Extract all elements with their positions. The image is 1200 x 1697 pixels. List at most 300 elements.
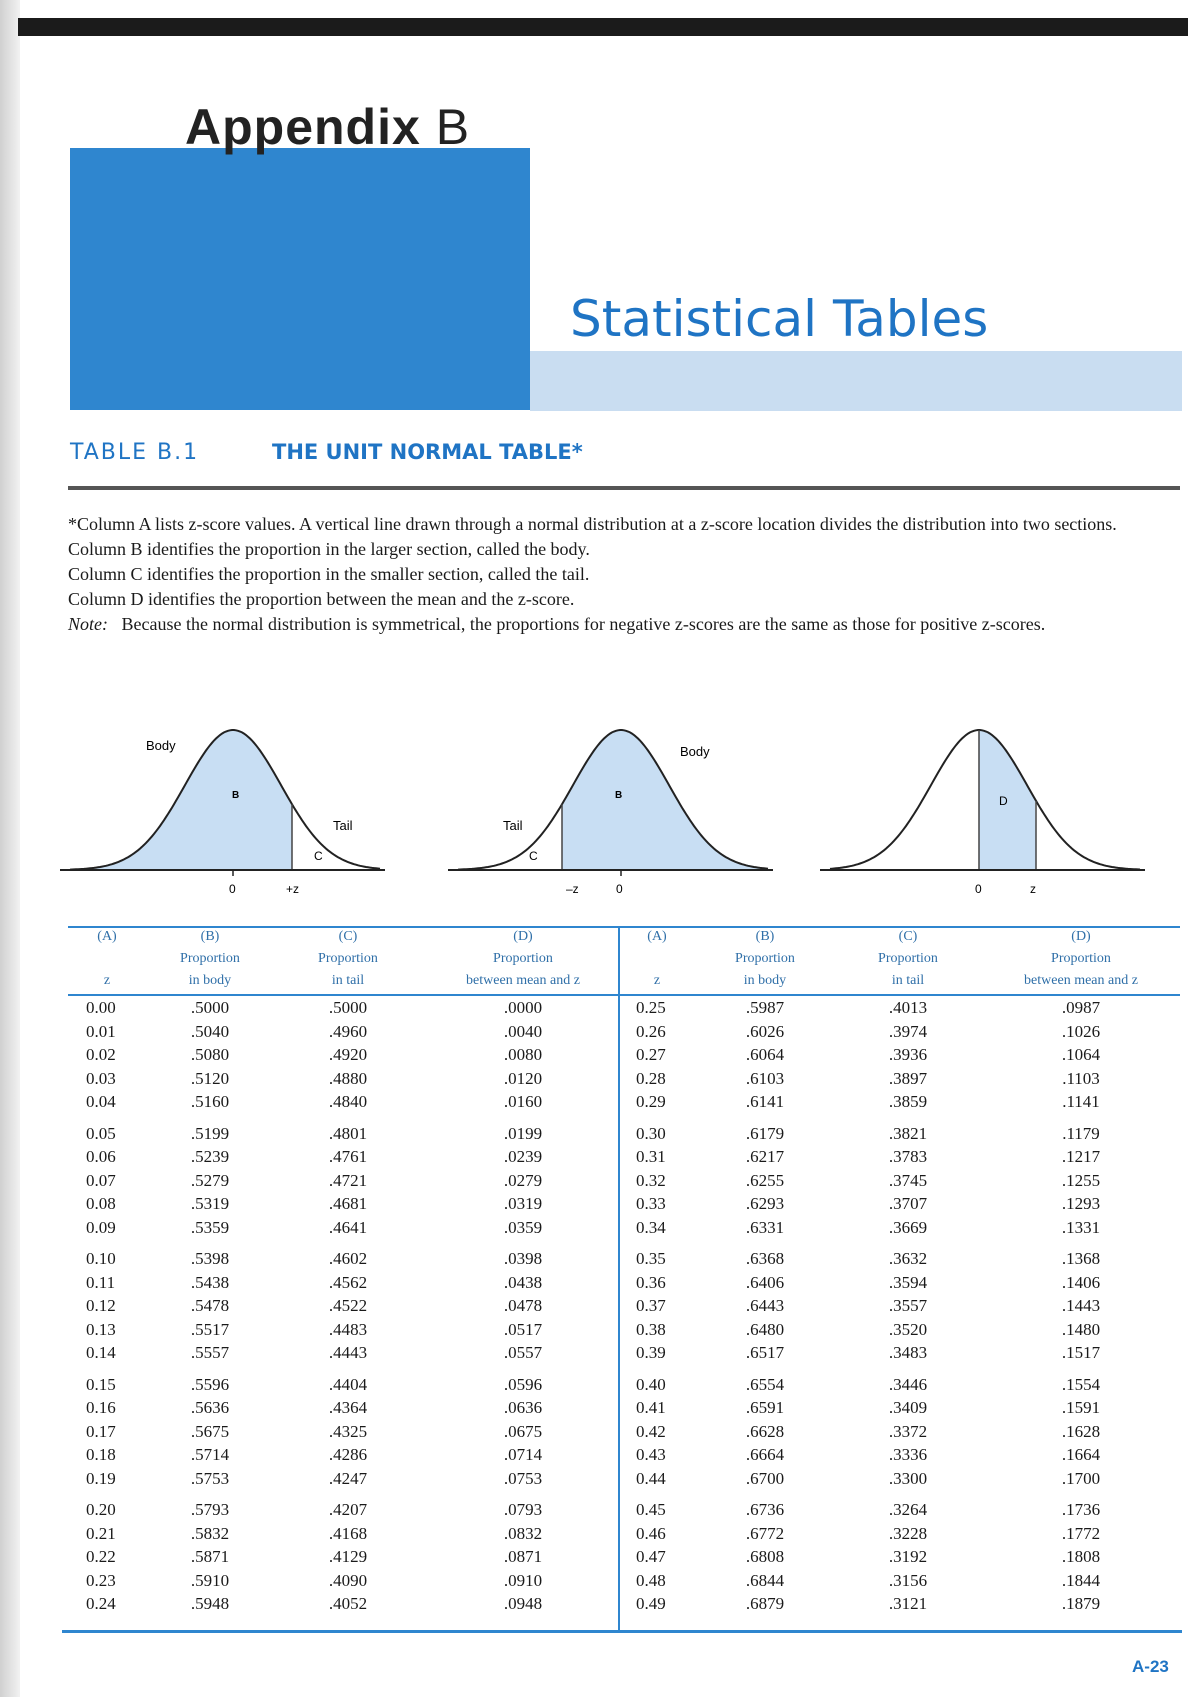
cell-z: 0.44: [636, 1468, 666, 1488]
cell-b: .5319: [190, 1194, 230, 1213]
cell-z: 0.41: [636, 1398, 666, 1417]
cell-c: .4562: [328, 1272, 368, 1292]
cell-z: 0.14: [86, 1343, 116, 1362]
figure3-zero-label: 0: [975, 882, 982, 896]
cell-d: .1443: [1061, 1296, 1101, 1315]
cell-z: 0.01: [86, 1021, 116, 1041]
cell-b: .6443: [745, 1296, 785, 1315]
table-row: [68, 1365, 624, 1397]
cell-z: 0.32: [636, 1170, 666, 1190]
cell-d: .1591: [1061, 1398, 1101, 1417]
cell-b: .6406: [745, 1272, 785, 1292]
cell-c: .4443: [328, 1343, 368, 1362]
cell-b: .5793: [190, 1500, 230, 1519]
cell-b: .6293: [745, 1194, 785, 1213]
cell-d: .0793: [503, 1500, 543, 1519]
cell-z: 0.16: [86, 1398, 116, 1417]
cell-c: .4602: [328, 1249, 368, 1268]
cell-d: .0753: [503, 1468, 543, 1488]
cell-d: .1628: [1061, 1421, 1101, 1441]
cell-z: 0.28: [636, 1068, 666, 1088]
note-line-1: *Column A lists z-score values. A vertical line drawn through a normal distribution at a z-score location divides the distribution into two sections.: [68, 514, 1117, 534]
cell-c: .3594: [888, 1272, 928, 1292]
col-a-header: (A) z: [68, 926, 146, 995]
cell-b: .5438: [190, 1272, 230, 1292]
table-row: [68, 1341, 624, 1365]
table-header-row: [618, 926, 1180, 995]
cell-c: .3192: [888, 1547, 928, 1566]
cell-z: 0.38: [636, 1319, 666, 1339]
cell-z: 0.00: [86, 998, 116, 1017]
cell-b: .5753: [190, 1468, 230, 1488]
cell-b: .5714: [190, 1445, 230, 1464]
table-notes: [68, 512, 1180, 637]
cell-b: .5120: [190, 1068, 230, 1088]
appendix-letter: B: [435, 99, 471, 155]
cell-d: .1554: [1061, 1374, 1101, 1394]
cell-b: .6179: [745, 1123, 785, 1143]
cell-d: .0438: [503, 1272, 543, 1292]
cell-d: .1480: [1061, 1319, 1101, 1339]
cell-d: .0239: [503, 1147, 543, 1166]
figure1-c-label: C: [314, 849, 323, 863]
scan-top-strip: [18, 18, 1188, 36]
cell-d: .1406: [1061, 1272, 1101, 1292]
cell-z: 0.23: [86, 1570, 116, 1590]
cell-c: .3228: [888, 1523, 928, 1543]
cell-c: .3632: [888, 1249, 928, 1268]
table-column-divider: [618, 926, 620, 1631]
cell-c: .4840: [328, 1092, 368, 1111]
note-label: Note:: [68, 614, 108, 634]
cell-d: .0279: [503, 1170, 543, 1190]
cell-z: 0.08: [86, 1194, 116, 1213]
table-row: [618, 1341, 1180, 1365]
table-row: [618, 1294, 1180, 1318]
cell-z: 0.15: [86, 1374, 116, 1394]
cell-d: .1026: [1061, 1021, 1101, 1041]
table-body-right: [618, 995, 1180, 1616]
cell-z: 0.26: [636, 1021, 666, 1041]
cell-z: 0.49: [636, 1594, 666, 1613]
cell-z: 0.46: [636, 1523, 666, 1543]
cell-b: .5000: [190, 998, 230, 1017]
table-row: [618, 1216, 1180, 1240]
cell-d: .1331: [1061, 1217, 1101, 1237]
cell-b: .5398: [190, 1249, 230, 1268]
cell-z: 0.34: [636, 1217, 666, 1237]
cell-b: .5832: [190, 1523, 230, 1543]
section-title: Statistical Tables: [570, 290, 989, 348]
cell-z: 0.47: [636, 1547, 666, 1566]
cell-c: .4168: [328, 1523, 368, 1543]
table-row: [68, 1216, 624, 1240]
cell-d: .1700: [1061, 1468, 1101, 1488]
cell-z: 0.05: [86, 1123, 116, 1143]
cell-c: .3859: [888, 1092, 928, 1111]
figure3-z-label: z: [1030, 882, 1036, 896]
cell-d: .1772: [1061, 1523, 1101, 1543]
cell-b: .6879: [745, 1594, 785, 1613]
cell-d: .0040: [503, 1021, 543, 1041]
cell-c: .4641: [328, 1217, 368, 1237]
cell-b: .6554: [745, 1374, 785, 1394]
normal-table-left: [68, 926, 624, 1616]
cell-c: .4681: [328, 1194, 368, 1213]
cell-b: .5675: [190, 1421, 230, 1441]
cell-b: .6844: [745, 1570, 785, 1590]
cell-b: .5948: [190, 1594, 230, 1613]
table-row: [68, 1569, 624, 1593]
cell-d: .0120: [503, 1068, 543, 1088]
table-row: [68, 1090, 624, 1114]
cell-c: .3483: [888, 1343, 928, 1362]
col-d-header: (D) Proportion between mean and z: [982, 926, 1180, 995]
cell-z: 0.40: [636, 1374, 666, 1394]
cell-c: .4286: [328, 1445, 368, 1464]
table-row: [618, 1145, 1180, 1169]
cell-c: .3821: [888, 1123, 928, 1143]
cell-c: .3745: [888, 1170, 928, 1190]
table-row: [618, 1365, 1180, 1397]
table-row: [618, 1396, 1180, 1420]
table-row: [68, 1020, 624, 1044]
cell-b: .5596: [190, 1374, 230, 1394]
cell-d: .1517: [1061, 1343, 1101, 1362]
cell-d: .1368: [1061, 1249, 1101, 1268]
note-line-2: Column B identifies the proportion in the larger section, called the body.: [68, 539, 590, 559]
cell-z: 0.29: [636, 1092, 666, 1111]
cell-b: .5910: [190, 1570, 230, 1590]
cell-c: .3121: [888, 1594, 928, 1613]
cell-c: .4325: [328, 1421, 368, 1441]
table-row: [68, 1239, 624, 1271]
cell-z: 0.09: [86, 1217, 116, 1237]
figure-body-tail-negative: [448, 730, 773, 896]
cell-z: 0.07: [86, 1170, 116, 1190]
cell-b: .6700: [745, 1468, 785, 1488]
cell-z: 0.25: [636, 998, 666, 1017]
appendix-title: [185, 98, 470, 156]
appendix-word: Appendix: [185, 99, 421, 155]
figure2-c-label: C: [529, 849, 538, 863]
cell-d: .0557: [503, 1343, 543, 1362]
cell-d: .1736: [1061, 1500, 1101, 1519]
table-row: [618, 1592, 1180, 1616]
table-row: [68, 1467, 624, 1491]
table-row: [618, 1114, 1180, 1146]
cell-c: .3264: [888, 1500, 928, 1519]
cell-b: .5080: [190, 1045, 230, 1064]
col-b-header: (B) Proportion in body: [696, 926, 834, 995]
cell-d: .0160: [503, 1092, 543, 1111]
note-line-4: Column D identifies the proportion between the mean and the z-score.: [68, 589, 575, 609]
cell-d: .0675: [503, 1421, 543, 1441]
cell-c: .4761: [328, 1147, 368, 1166]
cell-d: .0319: [503, 1194, 543, 1213]
figure1-zero-label: 0: [229, 882, 236, 896]
table-body-left: [68, 995, 624, 1616]
cell-b: .6217: [745, 1147, 785, 1166]
cell-c: .4721: [328, 1170, 368, 1190]
cell-c: .3936: [888, 1045, 928, 1064]
cell-c: .3897: [888, 1068, 928, 1088]
cell-c: .4090: [328, 1570, 368, 1590]
cell-c: .4801: [328, 1123, 368, 1143]
cell-d: .1064: [1061, 1045, 1101, 1064]
table-row: [68, 1420, 624, 1444]
cell-d: .1217: [1061, 1147, 1101, 1166]
cell-b: .6664: [745, 1445, 785, 1464]
cell-b: .5160: [190, 1092, 230, 1111]
cell-z: 0.42: [636, 1421, 666, 1441]
cell-b: .6591: [745, 1398, 785, 1417]
cell-c: .4364: [328, 1398, 368, 1417]
figure2-body-label: Body: [680, 744, 710, 759]
cell-b: .5199: [190, 1123, 230, 1143]
cell-d: .1293: [1061, 1194, 1101, 1213]
cell-z: 0.21: [86, 1523, 116, 1543]
table-row: [618, 1067, 1180, 1091]
cell-z: 0.03: [86, 1068, 116, 1088]
cell-b: .6331: [745, 1217, 785, 1237]
table-row: [618, 995, 1180, 1020]
table-row: [618, 1420, 1180, 1444]
cell-z: 0.35: [636, 1249, 666, 1268]
cell-b: .6141: [745, 1092, 785, 1111]
note-symmetry: [68, 612, 1180, 637]
figure1-tail-label: Tail: [333, 818, 353, 833]
figure2-z-label: –z: [566, 882, 579, 896]
col-b-header: (B) Proportion in body: [146, 926, 274, 995]
header-blue-block: [70, 148, 530, 410]
cell-b: .6026: [745, 1021, 785, 1041]
cell-z: 0.30: [636, 1123, 666, 1143]
cell-d: .0832: [503, 1523, 543, 1543]
cell-z: 0.37: [636, 1296, 666, 1315]
table-row: [618, 1192, 1180, 1216]
note-text: Because the normal distribution is symmetrical, the proportions for negative z-scores are the same as those for positive z-scores.: [121, 614, 1046, 634]
title-rule: [68, 486, 1180, 490]
table-row: [618, 1020, 1180, 1044]
cell-c: .3300: [888, 1468, 928, 1488]
cell-b: .5636: [190, 1398, 230, 1417]
cell-c: .3557: [888, 1296, 928, 1315]
cell-d: .0517: [503, 1319, 543, 1339]
table-row: [68, 1592, 624, 1616]
table-bottom-rule: [62, 1630, 1182, 1633]
cell-c: .3446: [888, 1374, 928, 1394]
cell-c: .5000: [328, 998, 368, 1017]
cell-c: .3336: [888, 1445, 928, 1464]
cell-z: 0.19: [86, 1468, 116, 1488]
cell-z: 0.06: [86, 1147, 116, 1166]
cell-d: .1255: [1061, 1170, 1101, 1190]
cell-z: 0.13: [86, 1319, 116, 1339]
cell-b: .6628: [745, 1421, 785, 1441]
table-row: [68, 1490, 624, 1522]
cell-z: 0.12: [86, 1296, 116, 1315]
cell-z: 0.11: [86, 1272, 116, 1292]
figure2-tail-label: Tail: [503, 818, 523, 833]
cell-z: 0.36: [636, 1272, 666, 1292]
header-light-strip: [530, 351, 1182, 411]
cell-z: 0.31: [636, 1147, 666, 1166]
table-row: [618, 1169, 1180, 1193]
table-row: [68, 1396, 624, 1420]
cell-b: .6368: [745, 1249, 785, 1268]
cell-c: .4404: [328, 1374, 368, 1394]
cell-z: 0.04: [86, 1092, 116, 1111]
cell-z: 0.22: [86, 1547, 116, 1566]
cell-d: .0871: [503, 1547, 543, 1566]
cell-z: 0.39: [636, 1343, 666, 1362]
cell-d: .1879: [1061, 1594, 1101, 1613]
cell-c: .4880: [328, 1068, 368, 1088]
cell-d: .0478: [503, 1296, 543, 1315]
cell-b: .6736: [745, 1500, 785, 1519]
table-row: [618, 1271, 1180, 1295]
cell-b: .6480: [745, 1319, 785, 1339]
figure-body-tail-positive: [60, 730, 385, 896]
cell-b: .5279: [190, 1170, 230, 1190]
table-row: [68, 1443, 624, 1467]
table-row: [68, 1294, 624, 1318]
cell-d: .0398: [503, 1249, 543, 1268]
cell-b: .5987: [745, 998, 785, 1017]
cell-c: .4522: [328, 1296, 368, 1315]
table-row: [68, 1114, 624, 1146]
figure1-shaded-region: [70, 730, 292, 870]
cell-d: .1103: [1062, 1068, 1100, 1088]
cell-z: 0.27: [636, 1045, 666, 1064]
col-c-header: (C) Proportion in tail: [274, 926, 422, 995]
cell-d: .1179: [1062, 1123, 1100, 1143]
figure3-d-label: D: [999, 794, 1008, 808]
cell-d: .0596: [503, 1374, 543, 1394]
table-row: [68, 1318, 624, 1342]
cell-d: .0080: [503, 1045, 543, 1064]
cell-d: .0636: [503, 1398, 543, 1417]
cell-d: .1664: [1061, 1445, 1101, 1464]
cell-c: .3520: [888, 1319, 928, 1339]
cell-c: .3669: [888, 1217, 928, 1237]
cell-c: .4052: [328, 1594, 368, 1613]
cell-z: 0.20: [86, 1500, 116, 1519]
table-row: [618, 1569, 1180, 1593]
table-row: [618, 1318, 1180, 1342]
figure-between-mean-and-z: [820, 730, 1145, 896]
cell-d: .0948: [503, 1594, 543, 1613]
table-row: [618, 1467, 1180, 1491]
cell-b: .5359: [190, 1217, 230, 1237]
cell-d: .1808: [1061, 1547, 1101, 1566]
cell-c: .4920: [328, 1045, 368, 1064]
cell-z: 0.43: [636, 1445, 666, 1464]
cell-c: .4129: [328, 1547, 368, 1566]
cell-c: .3707: [888, 1194, 928, 1213]
cell-c: .4247: [328, 1468, 368, 1488]
table-row: [618, 1545, 1180, 1569]
col-c-header: (C) Proportion in tail: [834, 926, 982, 995]
table-row: [68, 1169, 624, 1193]
normal-table-right: [618, 926, 1180, 1616]
table-row: [618, 1522, 1180, 1546]
cell-b: .6103: [745, 1068, 785, 1088]
cell-b: .5517: [190, 1319, 230, 1339]
cell-c: .3974: [888, 1021, 928, 1041]
cell-c: .4483: [328, 1319, 368, 1339]
cell-z: 0.33: [636, 1194, 666, 1213]
cell-z: 0.48: [636, 1570, 666, 1590]
cell-d: .0359: [503, 1217, 543, 1237]
table-row: [68, 1192, 624, 1216]
col-d-header: (D) Proportion between mean and z: [422, 926, 624, 995]
table-row: [618, 1443, 1180, 1467]
table-label: TABLE B.1: [70, 440, 200, 465]
cell-z: 0.45: [636, 1500, 666, 1519]
cell-z: 0.18: [86, 1445, 116, 1464]
table-header-row: [68, 926, 624, 995]
cell-c: .4960: [328, 1021, 368, 1041]
cell-d: .0987: [1061, 998, 1101, 1017]
cell-d: .0000: [503, 998, 543, 1017]
figure2-zero-label: 0: [616, 882, 623, 896]
page-edge-shadow: [0, 0, 20, 1697]
cell-c: .4013: [888, 998, 928, 1017]
cell-b: .5239: [190, 1147, 230, 1166]
table-name: THE UNIT NORMAL TABLE*: [272, 440, 583, 464]
figure2-b-label: B: [615, 790, 623, 801]
normal-distribution-figures: [60, 700, 1180, 910]
cell-b: .5871: [190, 1547, 230, 1566]
table-row: [68, 995, 624, 1020]
page-number: A-23: [1132, 1657, 1169, 1676]
cell-z: 0.10: [86, 1249, 116, 1268]
table-row: [618, 1490, 1180, 1522]
cell-b: .5557: [190, 1343, 230, 1362]
cell-d: .0714: [503, 1445, 543, 1464]
cell-b: .6772: [745, 1523, 785, 1543]
cell-d: .1844: [1061, 1570, 1101, 1590]
table-row: [618, 1043, 1180, 1067]
figure1-z-label: +z: [286, 882, 300, 896]
cell-z: 0.02: [86, 1045, 116, 1064]
table-row: [68, 1545, 624, 1569]
table-row: [68, 1145, 624, 1169]
cell-c: .3156: [888, 1570, 928, 1590]
note-line-3: Column C identifies the proportion in the smaller section, called the tail.: [68, 564, 590, 584]
table-row: [68, 1043, 624, 1067]
cell-d: .1141: [1062, 1092, 1100, 1111]
table-row: [618, 1090, 1180, 1114]
cell-b: .6064: [745, 1045, 785, 1064]
table-row: [68, 1522, 624, 1546]
figure1-b-label: B: [232, 790, 240, 801]
cell-b: .5040: [190, 1021, 230, 1041]
col-a-header: (A) z: [618, 926, 696, 995]
cell-z: 0.24: [86, 1594, 116, 1613]
cell-b: .6808: [745, 1547, 785, 1566]
cell-c: .3372: [888, 1421, 928, 1441]
cell-c: .3409: [888, 1398, 928, 1417]
cell-b: .6517: [745, 1343, 785, 1362]
cell-b: .5478: [190, 1296, 230, 1315]
cell-d: .0199: [503, 1123, 543, 1143]
cell-c: .4207: [328, 1500, 368, 1519]
table-row: [68, 1067, 624, 1091]
table-row: [68, 1271, 624, 1295]
